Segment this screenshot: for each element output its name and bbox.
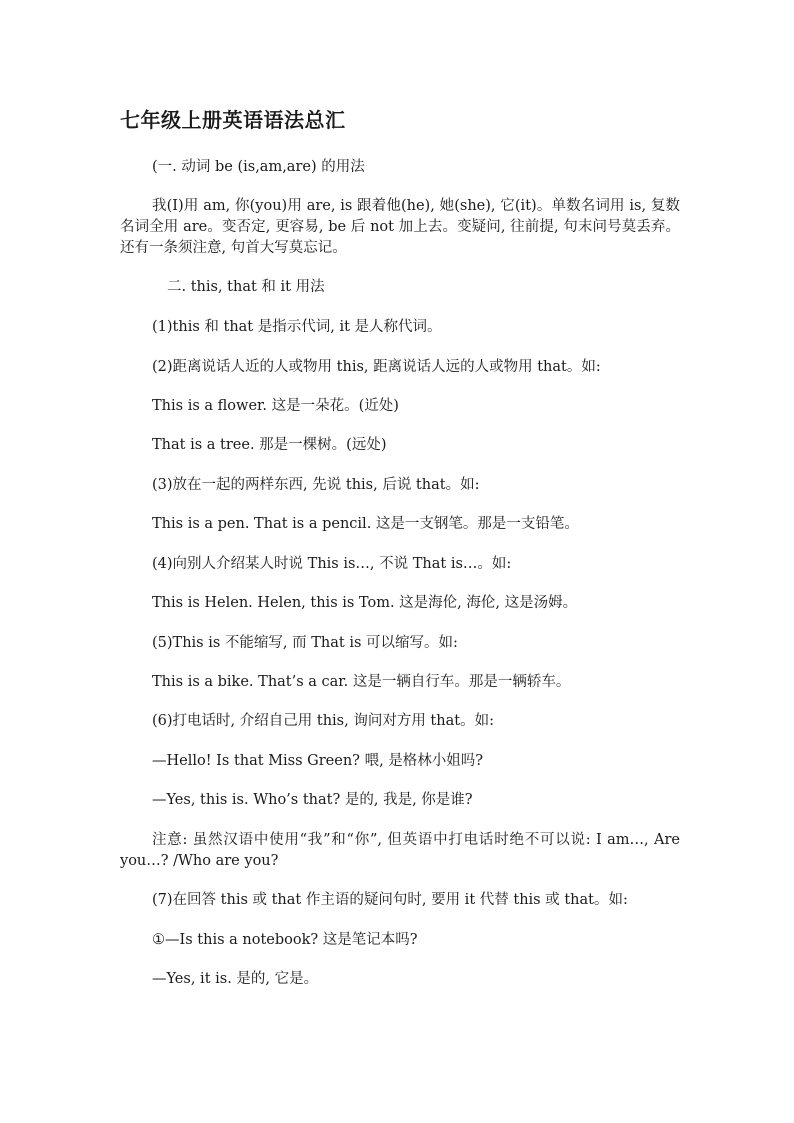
rule-line-7: (7)在回答 this 或 that 作主语的疑问句时, 要用 it 代替 this 或 that。如: [152,892,628,908]
example-line-2: That is a tree. 那是一棵树。(远处) [152,437,387,453]
rule-line-2: (2)距离说话人近的人或物用 this, 距离说话人远的人或物用 that。如: [152,359,601,375]
example-line-4: This is Helen. Helen, this is Tom. 这是海伦, 海伦, 这是汤姆。 [152,595,578,611]
rule-line-4: (4)向别人介绍某人时说 This is…, 不说 That is…。如: [152,556,512,572]
rule-line-3: (3)放在一起的两样东西, 先说 this, 后说 that。如: [152,477,480,493]
rule-line-1: (1)this 和 that 是指示代词, it 是人称代词。 [152,319,442,335]
dialogue-line-1: —Hello! Is that Miss Green? 喂, 是格林小姐吗? [152,753,484,769]
rule-line-6: (6)打电话时, 介绍自己用 this, 询问对方用 that。如: [152,713,494,729]
example-line-5: This is a bike. That’s a car. 这是一辆自行车。那是一辆轿车。 [152,674,571,690]
example-line-7b: —Yes, it is. 是的, 它是。 [152,971,319,987]
example-line-1: This is a flower. 这是一朵花。(近处) [152,398,399,414]
example-line-3: This is a pen. That is a pencil. 这是一支钢笔。那是一支铅笔。 [152,516,579,532]
section-heading-this-that: 二. this, that 和 it 用法 [167,279,325,295]
dialogue-line-2: —Yes, this is. Who’s that? 是的, 我是, 你是谁? [152,792,473,808]
document-title: 七年级上册英语语法总汇 [120,108,346,132]
example-line-7a: ①—Is this a notebook? 这是笔记本吗? [152,932,418,948]
paragraph-be-rules: 我(I)用 am, 你(you)用 are, is 跟着他(he), 她(she), 它(it)。单数名词用 is, 复数名词全用 are。变否定, 更容易, be 后 not 加上去。变疑问, 往前提, 句末问号莫丢弃。还有一条须注意, 句首大写莫忘记。 [120,198,680,256]
section-heading-be: (一. 动词 be (is,am,are) 的用法 [152,159,365,175]
note-paragraph: 注意: 虽然汉语中使用“我”和“你”, 但英语中打电话时绝不可以说: I am…, Are you…? /Who are you? [120,832,680,869]
rule-line-5: (5)This is 不能缩写, 而 That is 可以缩写。如: [152,635,458,651]
